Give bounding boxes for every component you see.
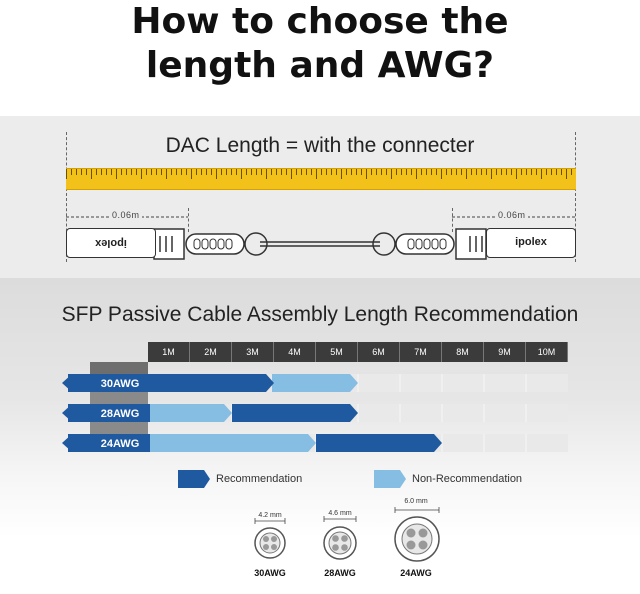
length-header-10m: 10M bbox=[526, 342, 568, 362]
cable-cross-sections bbox=[240, 505, 460, 569]
recommended-bar-28awg bbox=[232, 404, 358, 422]
page-title-line-2: length and AWG? bbox=[145, 45, 495, 86]
cable-30awg-diameter: 4.2 mm bbox=[258, 512, 282, 519]
right-measure-label: 0.06m bbox=[498, 210, 526, 220]
length-header-2m: 2M bbox=[190, 342, 232, 362]
length-header-1m: 1M bbox=[148, 342, 190, 362]
recommendation-heading: SFP Passive Cable Assembly Length Recommendation bbox=[61, 303, 579, 326]
cable-28awg-diameter: 4.6 mm bbox=[328, 510, 352, 517]
row-label-shadow bbox=[90, 392, 148, 404]
right-brand-label: ipolex bbox=[515, 236, 547, 248]
left-measure-label: 0.06m bbox=[112, 210, 140, 220]
cable-28awg-section bbox=[324, 527, 356, 559]
row-label-24awg: 24AWG bbox=[100, 438, 140, 450]
cable-30awg-section bbox=[255, 528, 285, 558]
length-header-6m: 6M bbox=[358, 342, 400, 362]
row-label-shadow bbox=[90, 422, 148, 434]
length-header-3m: 3M bbox=[232, 342, 274, 362]
row-label-28awg: 28AWG bbox=[100, 408, 140, 420]
page-title-line-1: How to choose the bbox=[131, 1, 509, 42]
length-header-9m: 9M bbox=[484, 342, 526, 362]
row-label-30awg: 30AWG bbox=[100, 378, 140, 390]
cable-24awg-diameter: 6.0 mm bbox=[404, 498, 428, 505]
recommended-bar-24awg bbox=[316, 434, 442, 452]
cable-24awg-section bbox=[395, 517, 439, 561]
length-header-8m: 8M bbox=[442, 342, 484, 362]
row-label-arrow-24awg bbox=[62, 434, 72, 452]
dac-length-heading: DAC Length = with the connecter bbox=[165, 134, 475, 157]
legend-non-recommendation-swatch bbox=[374, 470, 406, 488]
non-recommended-bar-30awg bbox=[272, 374, 358, 392]
cable-24awg-label: 24AWG bbox=[400, 568, 432, 578]
legend-recommendation-swatch bbox=[178, 470, 210, 488]
cable-28awg-label: 28AWG bbox=[324, 568, 356, 578]
row-label-arrow-30awg bbox=[62, 374, 72, 392]
row-label-arrow-28awg bbox=[62, 404, 72, 422]
legend-recommendation-label: Recommendation bbox=[216, 473, 303, 485]
length-header-5m: 5M bbox=[316, 342, 358, 362]
length-header-7m: 7M bbox=[400, 342, 442, 362]
cable-30awg-label: 30AWG bbox=[254, 568, 286, 578]
left-brand-label: ipolex bbox=[95, 237, 127, 249]
row-label-shadow bbox=[90, 452, 148, 464]
length-header-4m: 4M bbox=[274, 342, 316, 362]
legend-non-recommendation-label: Non-Recommendation bbox=[412, 473, 523, 485]
